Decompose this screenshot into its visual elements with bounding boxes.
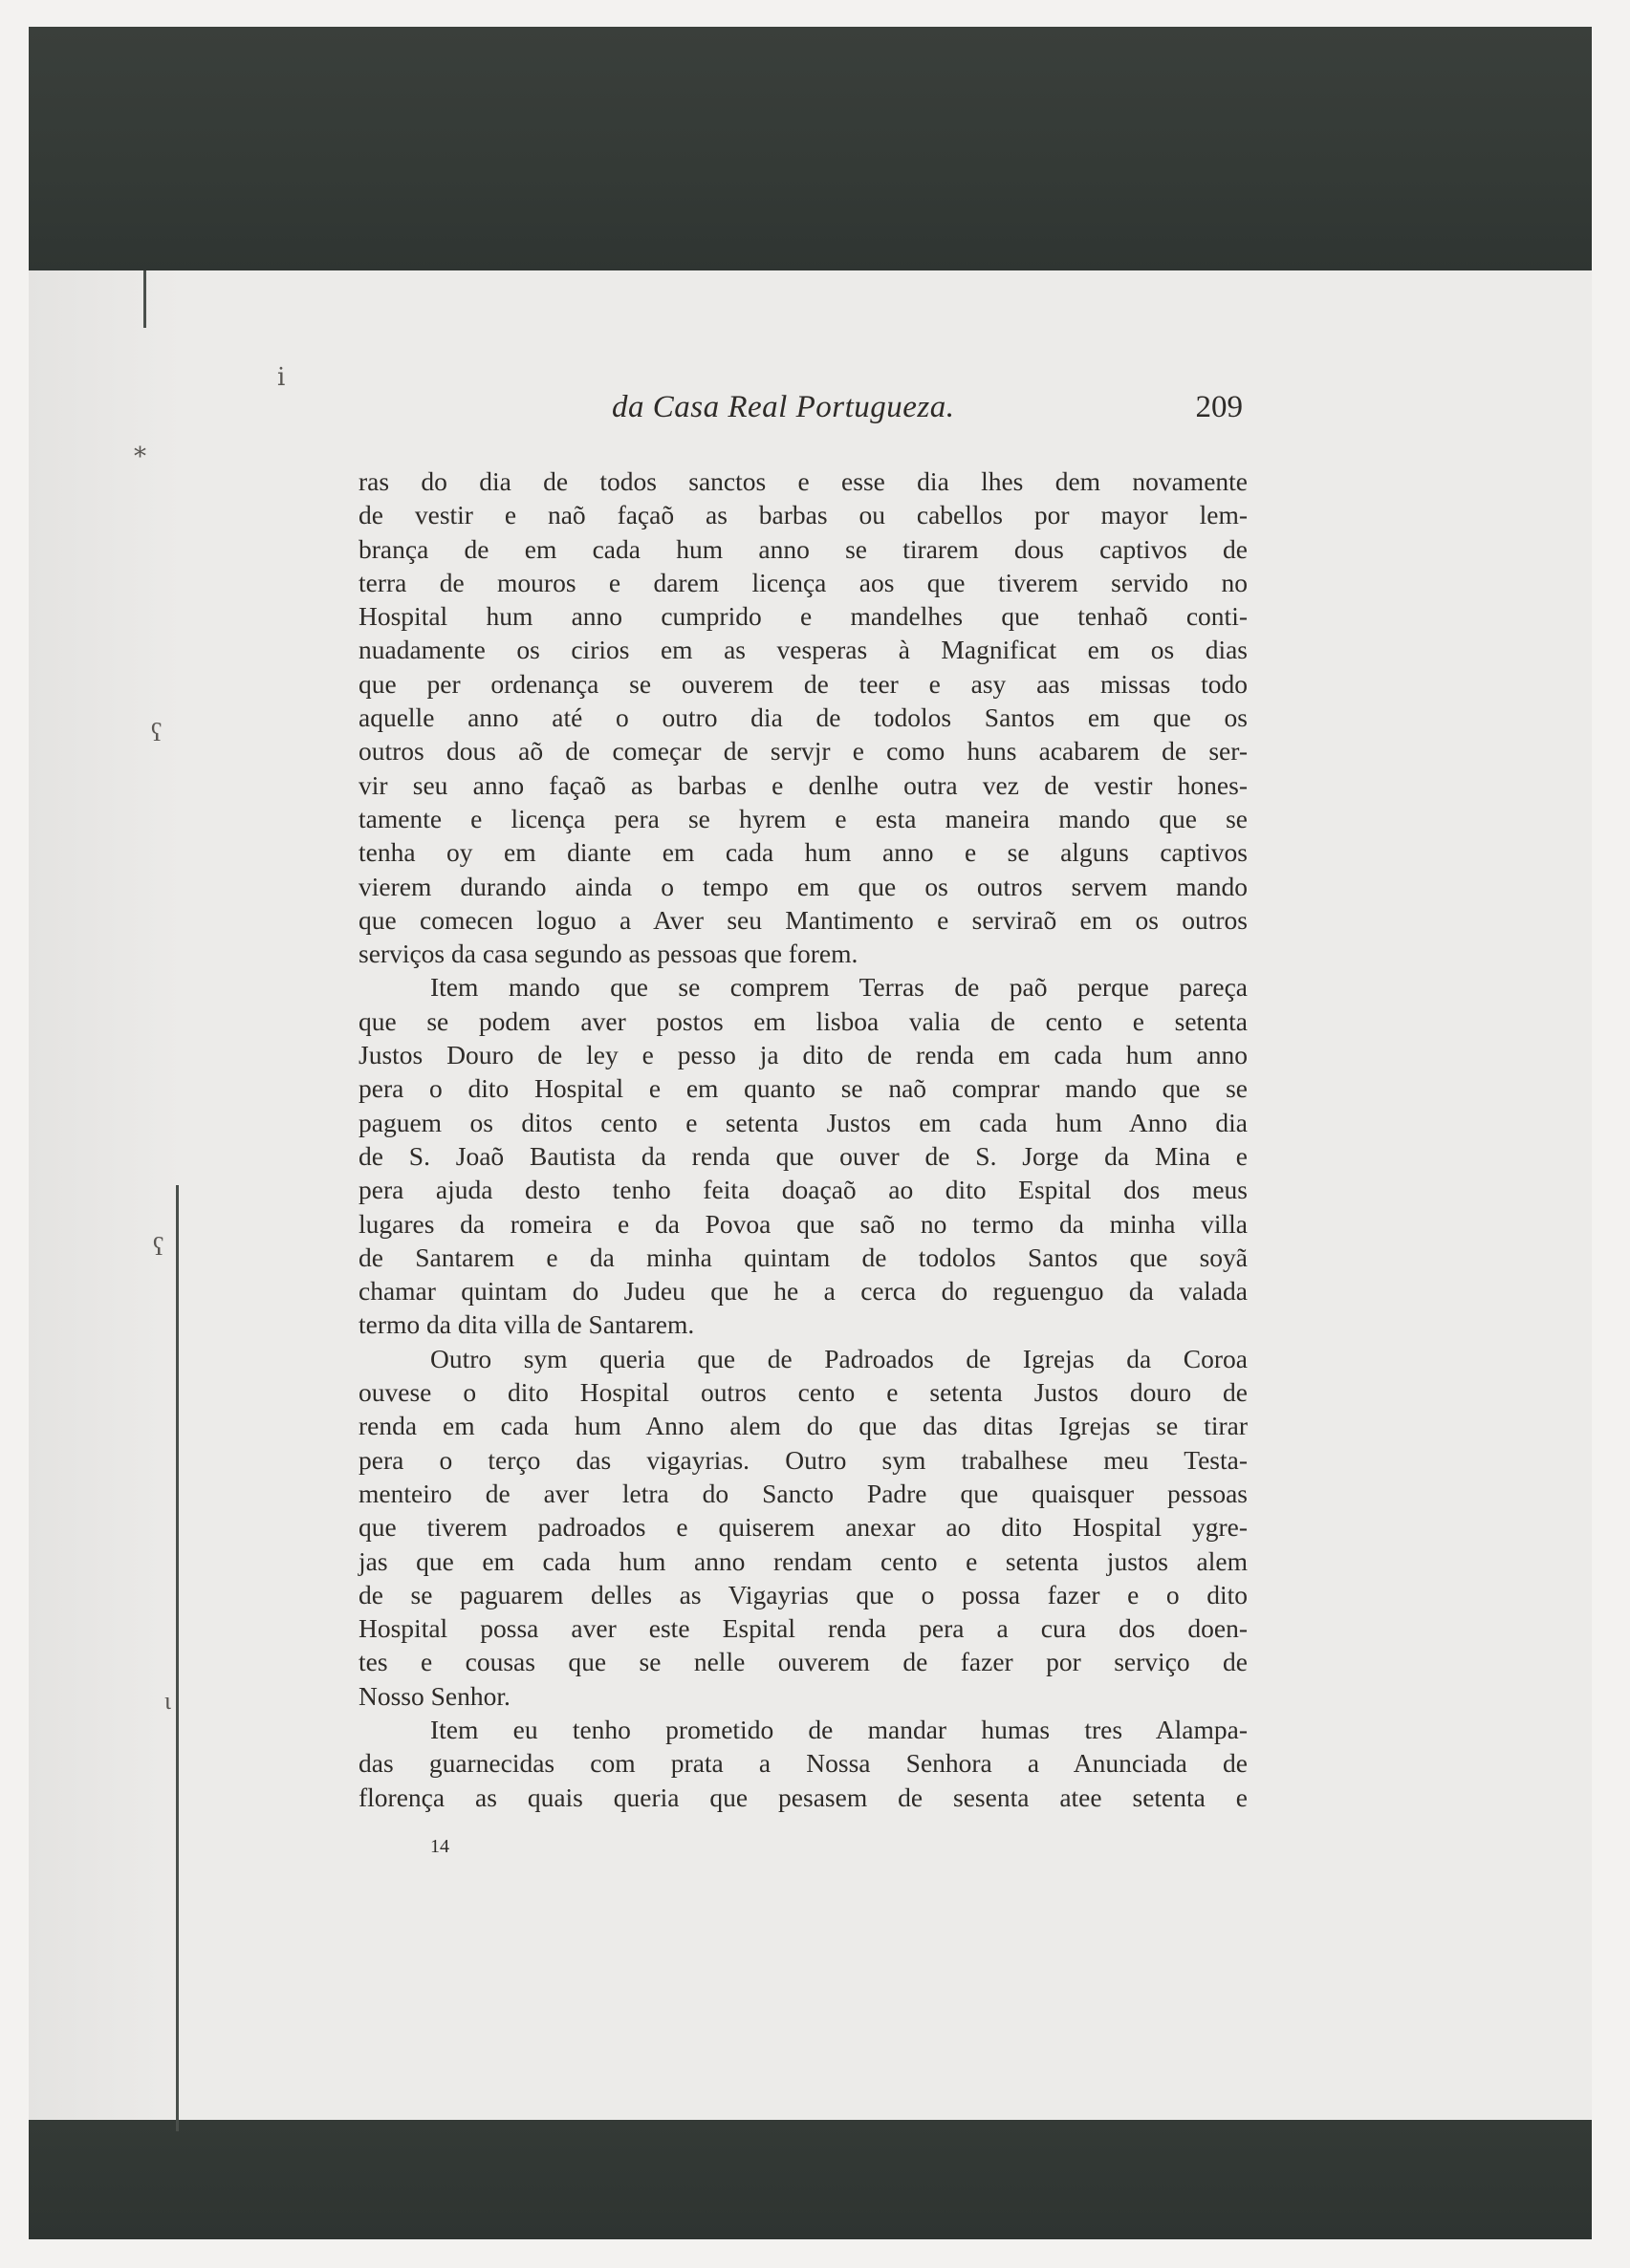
margin-mark: ɩ <box>164 1687 171 1715</box>
text-line: pera ajuda desto tenho feita doaçaõ ao dito Espital dos meus <box>359 1175 1248 1205</box>
text-line: pera o terço das vigayrias. Outro sym trabalhese meu Testa- <box>359 1444 1248 1475</box>
text-line: pera o dito Hospital e em quanto se naõ comprar mando que se <box>359 1073 1248 1104</box>
text-line: aquelle anno até o outro dia de todolos Santos em que os <box>359 702 1248 733</box>
margin-mark: ʕ <box>151 719 163 746</box>
gutter-line-top <box>143 270 146 328</box>
page-header <box>354 390 1243 438</box>
text-line: jas que em cada hum anno rendam cento e setenta justos alem <box>359 1545 1248 1576</box>
text-line: outros dous aõ de começar de servjr e como huns acabarem de ser- <box>359 736 1248 767</box>
text-line: de se paguarem delles as Vigayrias que o possa fazer e o dito <box>359 1579 1248 1609</box>
text-line: que tiverem padroados e quiserem anexar ao dito Hospital ygre- <box>359 1512 1248 1543</box>
text-line: de S. Joaõ Bautista da renda que ouver de S. Jorge da Mina e <box>359 1140 1248 1171</box>
text-line: renda em cada hum Anno alem do que das ditas Igrejas se tirar <box>359 1411 1248 1441</box>
text-line: vir seu anno façaõ as barbas e denlhe outra vez de vestir hones- <box>359 769 1248 800</box>
text-line: de Santarem e da minha quintam de todolos Santos que soyã <box>359 1242 1248 1272</box>
text-line: vierem durando ainda o tempo em que os outros servem mando <box>359 871 1248 901</box>
running-title: da Casa Real Portugueza. <box>612 390 955 424</box>
text-line: florença as quais queria que pesasem de sesenta atee setenta e <box>359 1782 1248 1812</box>
text-line: brança de em cada hum anno se tirarem dous captivos de <box>359 533 1248 564</box>
text-line: das guarnecidas com prata a Nossa Senhora a Anunciada de <box>359 1748 1248 1779</box>
text-line: que comecen loguo a Aver seu Mantimento e serviraõ em os outros <box>359 904 1248 935</box>
signature-mark: 14 <box>430 1836 449 1857</box>
text-line: Item mando que se comprem Terras de paõ perque pareça <box>430 972 1248 1003</box>
margin-mark: ⅰ <box>277 363 286 391</box>
text-line: chamar quintam do Judeu que he a cerca do reguenguo da valada <box>359 1276 1248 1307</box>
text-line: Outro sym queria que de Padroados de Igrejas da Coroa <box>430 1343 1248 1373</box>
text-line: Item eu tenho prometido de mandar humas tres Alampa- <box>430 1714 1248 1744</box>
text-line: de vestir e naõ façaõ as barbas ou cabellos por mayor lem- <box>359 500 1248 530</box>
text-line: que se podem aver postos em lisboa valia de cento e setenta <box>359 1005 1248 1036</box>
text-line: Justos Douro de ley e pesso ja dito de renda em cada hum anno <box>359 1040 1248 1070</box>
text-line: tes e cousas que se nelle ouverem de fazer por serviço de <box>359 1647 1248 1677</box>
text-line: lugares da romeira e da Povoa que saõ no termo da minha villa <box>359 1208 1248 1239</box>
text-line: ouvese o dito Hospital outros cento e setenta Justos douro de <box>359 1377 1248 1408</box>
dark-band-top <box>29 27 1592 270</box>
text-line: tenha oy em diante em cada hum anno e se alguns captivos <box>359 837 1248 868</box>
body-text <box>359 464 1248 1814</box>
text-line: terra de mouros e darem licença aos que tiverem servido no <box>359 567 1248 597</box>
margin-mark: ʕ <box>153 1233 164 1261</box>
text-line: Hospital hum anno cumprido e mandelhes que tenhaõ conti- <box>359 601 1248 632</box>
text-line: que per ordenança se ouverem de teer e asy aas missas todo <box>359 668 1248 699</box>
text-line: Nosso Senhor. <box>359 1680 511 1711</box>
text-line: tamente e licença pera se hyrem e esta maneira mando que se <box>359 803 1248 833</box>
text-line: termo da dita villa de Santarem. <box>359 1309 695 1340</box>
page-gutter-shade <box>29 270 182 2120</box>
text-line: menteiro de aver letra do Sancto Padre que quaisquer pessoas <box>359 1478 1248 1508</box>
dark-band-bottom <box>29 2120 1592 2239</box>
text-line: ras do dia de todos sanctos e esse dia lhes dem novamente <box>359 466 1248 496</box>
text-line: nuadamente os cirios em as vesperas à Magnificat em os dias <box>359 635 1248 665</box>
text-line: paguem os ditos cento e setenta Justos em cada hum Anno dia <box>359 1107 1248 1137</box>
margin-mark: ⁎ <box>134 435 146 463</box>
text-line: serviços da casa segundo as pessoas que forem. <box>359 939 858 969</box>
page-number: 209 <box>1195 390 1243 424</box>
gutter-line <box>176 1185 179 2131</box>
text-line: Hospital possa aver este Espital renda pera a cura dos doen- <box>359 1613 1248 1644</box>
